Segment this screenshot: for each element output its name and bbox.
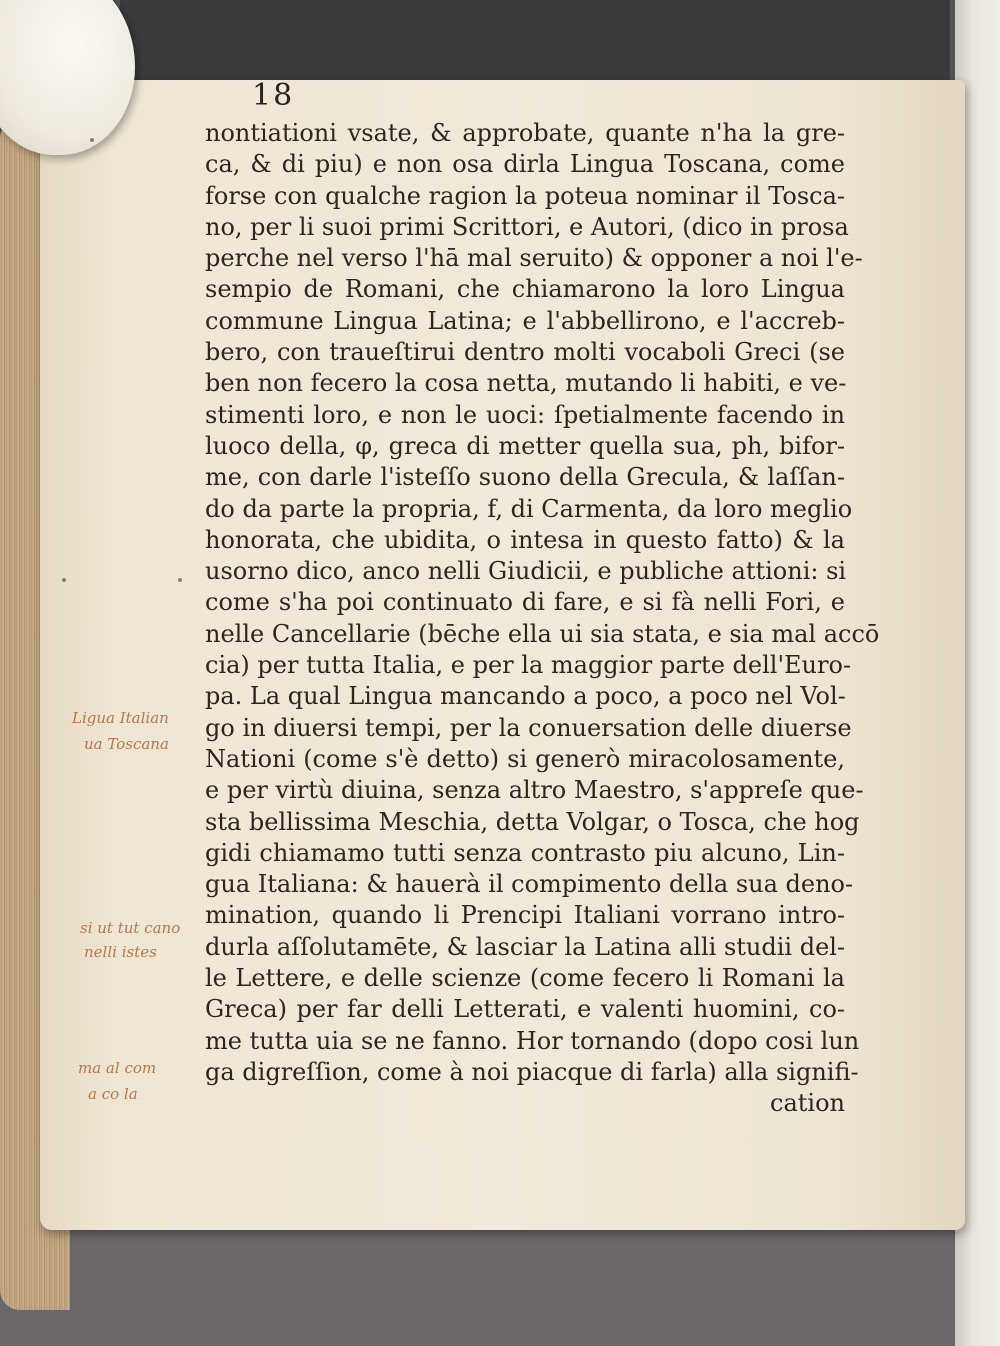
margin-annotation: ma al com <box>78 1059 157 1077</box>
text-line: Greca) per far delli Letterati, e valenti huomini, co- <box>205 995 845 1024</box>
text-line: nontiationi vsate, & approbate, quante n'ha la gre- <box>205 119 845 147</box>
text-line: sta bellissima Meschia, detta Volgar, o Tosca, che hog <box>205 807 860 836</box>
text-line: forse con qualche ragion la poteua nominar il Tosca- <box>205 181 845 210</box>
text-line: go in diuersi tempi, per la conuersation delle diuerse <box>205 713 852 742</box>
catchword: cation <box>770 1089 845 1118</box>
text-line: cia) per tutta Italia, e per la maggior parte dell'Euro- <box>205 651 852 680</box>
margin-annotation: nelli istes <box>84 943 157 961</box>
pencil-mark <box>178 578 182 582</box>
text-line: me tutta uia se ne fanno. Hor tornando (dopo cosi lun <box>205 1026 860 1055</box>
text-line: ben non fecero la cosa netta, mutando li habiti, e ve- <box>205 369 847 398</box>
text-line: luoco della, φ, greca di metter quella sua, ph, bifor- <box>205 431 845 460</box>
margin-annotation: Ligua Italian <box>72 709 169 727</box>
backing-card <box>120 0 950 80</box>
text-line: honorata, che ubidita, o intesa in questo fatto) & la <box>205 525 845 554</box>
text-line: le Lettere, e delle scienze (come fecero li Romani la <box>205 964 845 993</box>
text-line: Nationi (come s'è detto) si generò miracolosamente, <box>205 744 845 773</box>
text-line: ga digreſſion, come à noi piacque di farla) alla signifi- <box>205 1057 859 1086</box>
pencil-mark <box>62 578 66 582</box>
text-line: perche nel verso l'hā mal seruito) & opponer a noi l'e- <box>205 244 863 273</box>
text-line: bero, con traueſtirui dentro molti vocaboli Greci (se <box>205 338 845 367</box>
text-line: ca, & di piu) e non osa dirla Lingua Toscana, come <box>205 150 845 179</box>
page-body-text <box>205 118 880 1120</box>
text-line: mination, quando li Prencipi Italiani vorrano intro- <box>205 901 845 930</box>
text-line: no, per li suoi primi Scrittori, e Autori, (dico in prosa <box>205 212 849 241</box>
text-line: me, con darle l'isteſſo suono della Grecula, & laſſan- <box>205 463 845 492</box>
text-line: sempio de Romani, che chiamarono la loro Lingua <box>205 275 845 304</box>
text-line: nelle Cancellarie (bēche ella ui sia stata, e sia mal accō <box>205 619 880 648</box>
text-line: do da parte la propria, f, di Carmenta, da loro meglio <box>205 494 853 523</box>
text-line: come s'ha poi continuato di fare, e si fà nelli Fori, e <box>205 588 845 617</box>
text-line: durla aſſolutamēte, & lasciar la Latina alli studii del- <box>205 932 846 961</box>
margin-annotation: a co la <box>88 1085 138 1103</box>
margin-annotation: ua Toscana <box>84 735 169 753</box>
text-line: gidi chiamamo tutti senza contrasto piu alcuno, Lin- <box>205 838 845 867</box>
page-number: 18 <box>252 78 295 113</box>
margin-annotation: si ut tut cano <box>80 919 181 937</box>
pencil-mark <box>90 138 94 142</box>
text-line: e per virtù diuina, senza altro Maestro, s'appreſe que- <box>205 776 864 805</box>
text-line: gua Italiana: & hauerà il compimento della sua deno- <box>205 870 854 899</box>
text-line: usorno dico, anco nelli Giudicii, e publiche attioni: si <box>205 557 847 586</box>
text-line: commune Lingua Latina; e l'abbellirono, e l'accreb- <box>205 306 845 335</box>
text-line: pa. La qual Lingua mancando a poco, a poco nel Vol- <box>205 682 846 711</box>
text-line: stimenti loro, e non le uoci: ſpetialmente facendo in <box>205 400 845 429</box>
